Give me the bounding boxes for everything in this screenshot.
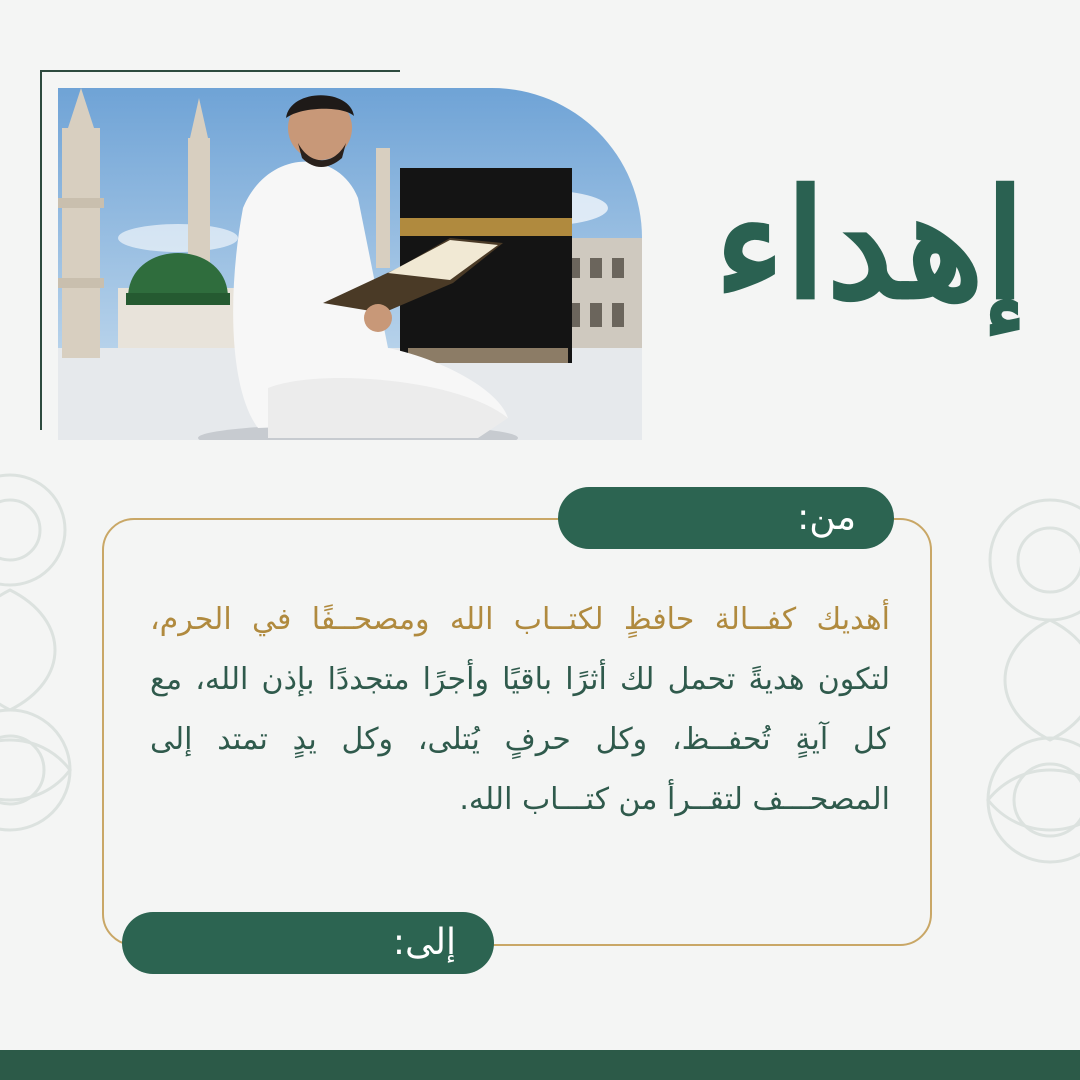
bottom-bar	[0, 1050, 1080, 1080]
floral-ornament-left	[0, 450, 110, 870]
gift-title: إهداء	[714, 157, 1026, 333]
photo-man-reading-quran	[58, 88, 642, 440]
gift-message-highlight: أهديك كفــالة حافظٍ لكتــاب الله ومصحــفًا في الحرم،	[150, 602, 890, 637]
frame-line-top	[40, 70, 400, 72]
frame-line-left	[40, 70, 42, 430]
from-label: من:	[558, 487, 894, 549]
gift-message	[150, 590, 890, 830]
gift-message-rest: لتكون هديةً تحمل لك أثرًا باقيًا وأجرًا متجددًا بإذن الله، مع كل آيةٍ تُحفــظ، وكل حرفٍ يُتلى، وكل يدٍ تمتد إلى المصحـــف لتقــرأ من كتـــاب الله.	[150, 662, 890, 817]
to-label: إلى:	[122, 912, 494, 974]
floral-ornament-right	[950, 470, 1080, 890]
